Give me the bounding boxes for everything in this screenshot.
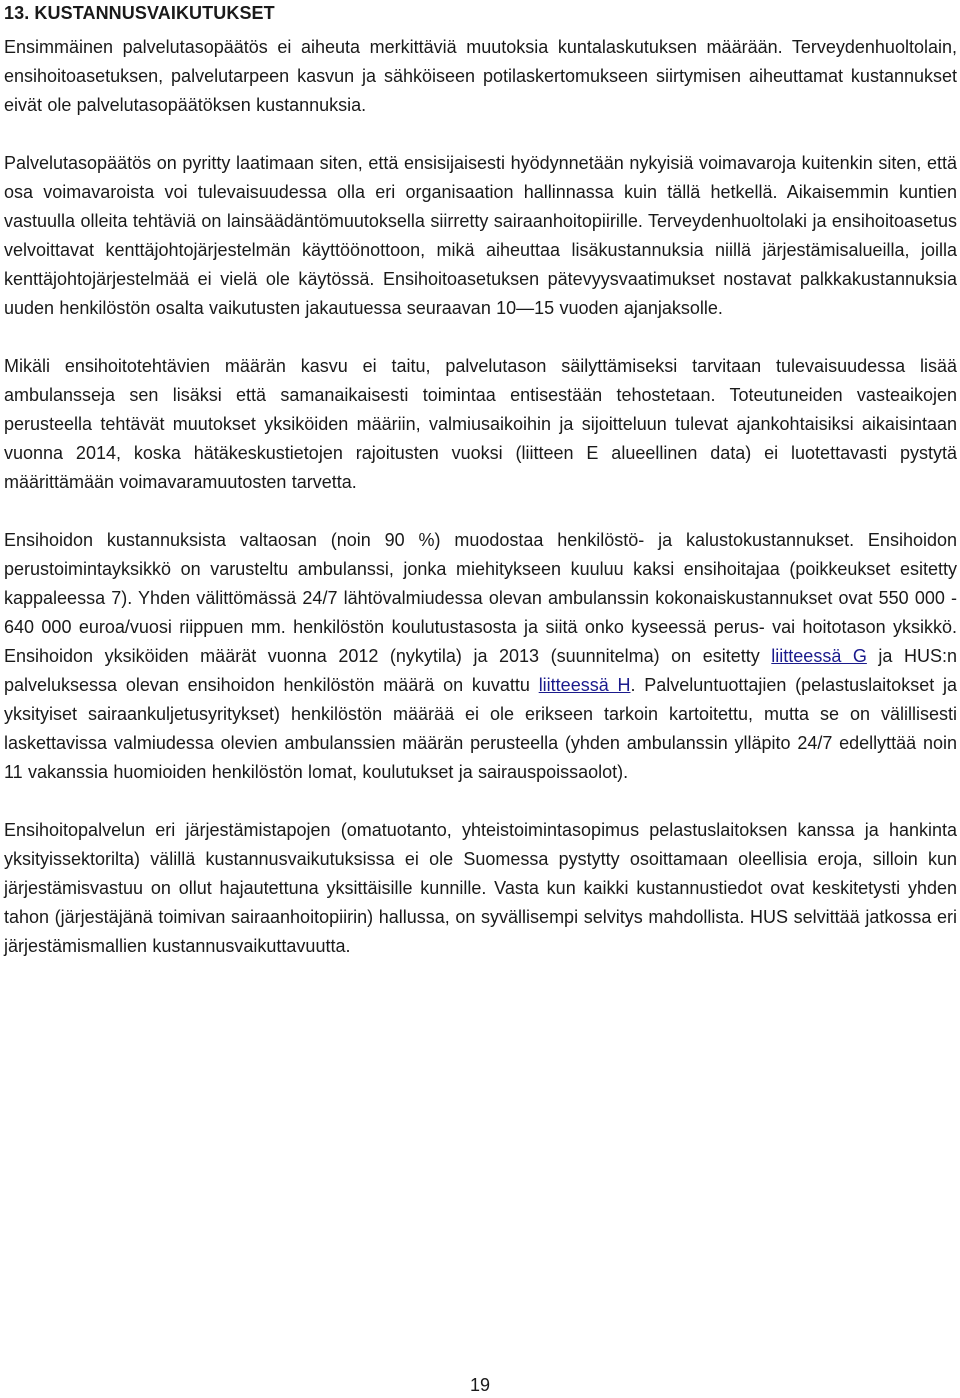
- paragraph-ambulance-growth: Mikäli ensihoitotehtävien määrän kasvu ei taitu, palvelutason säilyttämiseksi tarvitaan tulevaisuudessa lisää ambulansseja sen lisäksi että samanaikaisesti toimintaa entisestään tehostetaan. Toteutuneiden vasteaikojen perusteella tehtävät muutokset yksiköiden määriin, valmiusaikoihin ja sijoitteluun tulevat ajankohtaisiksi aikaisintaan vuonna 2014, koska hätäkeskustietojen rajoitusten vuoksi (liitteen E alueellinen data) ei luotettavasti pystytä määrittämään voimavaramuutosten tarvetta.: [4, 356, 957, 492]
- paragraph-cost-structure: [4, 526, 957, 787]
- paragraph-resource-planning: Palvelutasopäätös on pyritty laatimaan siten, että ensisijaisesti hyödynnetään nykyisiä voimavaroja kuitenkin siten, että osa voimavaroista voi tulevaisuudessa olla eri organisaation hallinnassa kuin tällä hetkellä. Aikaisemmin kuntien vastuulla olleita tehtäviä on lainsäädäntömuutoksella siirretty sairaanhoitopiirille. Terveydenhuoltolaki ja ensihoitoasetus velvoittavat kenttäjohtojärjestelmän käyttöönottoon, mikä aiheuttaa lisäkustannuksia niillä järjestämisalueilla, joilla kenttäjohtojärjestelmää ei vielä ole käytössä. Ensihoitoasetuksen pätevyysvaatimukset nostavat palkkakustannuksia uuden henkilöstön osalta vaikutusten jakautuessa seuraavan 10—15 vuoden ajanjaksolle.: [4, 153, 957, 318]
- page-number: 19: [469, 1375, 491, 1395]
- document-page: [4, 0, 957, 961]
- paragraph-organisation-models: Ensihoitopalvelun eri järjestämistapojen (omatuotanto, yhteistoimintasopimus pelastuslaitoksen kanssa ja hankinta yksityissektorilta) välillä kustannusvaikutuksissa ei ole Suomessa pystytty osoittamaan oleellisia eroja, silloin kun järjestämisvastuu on ollut hajautettuna yksittäisille kunnille. Vasta kun kaikki kustannustiedot ovat keskitetysti yhden tahon (järjestäjänä toimivan sairaanhoitopiirin) hallussa, on syvällisempi selvitys mahdollista. HUS selvittää jatkossa eri järjestämismallien kustannusvaikuttavuutta.: [4, 820, 957, 956]
- link-appendix-g[interactable]: liitteessä G: [771, 646, 867, 666]
- paragraph-cost-impact-intro: Ensimmäinen palvelutasopäätös ei aiheuta merkittäviä muutoksia kuntalaskutuksen määrään. Terveydenhuoltolain, ensihoitoasetuksen, palvelutarpeen kasvun ja sähköiseen potilaskertomukseen siirtymisen aiheuttamat kustannukset eivät ole palvelutasopäätöksen kustannuksia.: [4, 37, 957, 115]
- section-heading: 13. KUSTANNUSVAIKUTUKSET: [4, 3, 275, 23]
- cost-structure-text-2: ja HUS:n palveluksessa olevan ensihoidon henkilöstön määrä on kuvattu: [4, 646, 957, 695]
- cost-structure-text-1: Ensihoidon kustannuksista valtaosan (noin 90 %) muodostaa henkilöstö- ja kalustokustannukset. Ensihoidon perustoimintayksikkö on varusteltu ambulanssi, jonka miehitykseen kuuluu kaksi ensihoitajaa (poikkeukset esitetty kappaleessa 7). Yhden välittömässä 24/7 lähtövalmiudessa olevan ambulanssin kokonaiskustannukset ovat 550 000 - 640 000 euroa/vuosi riippuen mm. henkilöstön koulutustasosta ja siitä onko kyseessä perus- vai hoitotason yksikkö. Ensihoidon yksiköiden määrät vuonna 2012 (nykytila) ja 2013 (suunnitelma) on esitetty: [4, 530, 957, 666]
- link-appendix-h[interactable]: liitteessä H: [538, 675, 631, 695]
- cost-structure-text-3: . Palveluntuottajien (pelastuslaitokset ja yksityiset sairaankuljetusyritykset) henkilöstön määrää ei ole erikseen tarkoin kartoitettu, mutta se on välillisesti laskettavissa valmiudessa olevien ambulanssien määrän perusteella (yhden ambulanssin ylläpito 24/7 edellyttää noin 11 vakanssia huomioiden henkilöstön lomat, koulutukset ja sairauspoissaolot).: [4, 675, 957, 782]
